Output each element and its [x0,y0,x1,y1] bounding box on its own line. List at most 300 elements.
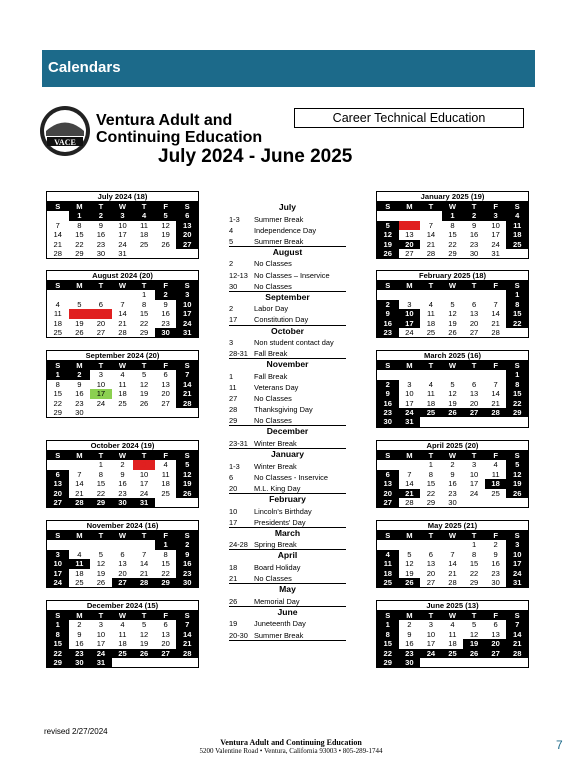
day-cell: 6 [399,221,421,230]
day-cell: 8 [77,220,82,230]
day-cell: 9 [176,550,198,559]
event-item [229,404,346,415]
day-cell: 17 [405,398,414,408]
day-cell: 8 [471,549,477,559]
day-cell: 16 [75,389,84,399]
day-cell: 9 [77,629,82,639]
day-cell: 10 [506,550,528,559]
day-cell [442,540,464,549]
day-cell: 12 [161,220,170,230]
day-cell: 14 [176,380,198,389]
event-date: 21 [229,574,238,584]
weekday-header: T [463,531,485,540]
day-cell: 13 [405,230,414,240]
event-date: 24-28 [229,540,248,550]
weekday-header: M [69,531,91,540]
day-cell: 18 [377,569,399,578]
day-cell: 21 [176,389,198,398]
day-cell [420,540,442,549]
event-item [229,562,346,573]
event-name: Independence Day [254,225,317,235]
day-cell: 14 [506,630,528,639]
day-cell [485,658,507,667]
day-cell: 15 [53,389,62,399]
month-title: November 2024 (16) [46,520,199,531]
event-month-heading: May [279,584,296,595]
day-cell: 16 [377,319,399,328]
day-cell: 19 [139,639,149,649]
day-cell [90,290,112,299]
day-cell: 15 [469,559,479,569]
day-cell: 28 [426,248,436,258]
day-cell: 15 [96,479,106,489]
day-cell: 22 [161,568,170,578]
day-cell: 12 [377,230,399,239]
weekday-header: F [485,281,507,290]
day-cell: 22 [139,318,149,328]
day-cell [69,460,91,469]
event-item [229,382,346,393]
day-cell [112,408,134,417]
day-cell: 29 [377,658,399,667]
day-cell [112,290,134,299]
month-title: September 2024 (20) [46,350,199,361]
day-cell: 19 [75,318,84,328]
day-cell: 31 [133,498,155,507]
weekday-header: T [420,451,442,460]
weekday-header: T [90,361,112,370]
event-name: Veterans Day [254,383,299,392]
day-cell: 3 [112,211,134,220]
day-cell: 30 [469,248,479,258]
day-cell [90,408,112,417]
event-date: 18 [229,563,238,572]
day-cell: 1 [506,290,528,299]
day-cell: 1 [47,620,69,629]
month-calendar [376,350,529,428]
day-cell: 10 [176,300,198,309]
day-cell: 11 [377,559,399,568]
day-cell: 10 [96,379,106,389]
day-cell: 17 [491,230,500,240]
day-cell: 6 [377,470,399,479]
day-cell: 23 [69,649,91,658]
day-cell: 18 [426,318,436,328]
day-cell: 29 [90,498,112,507]
day-cell: 25 [75,577,84,587]
event-name: Summer Break [254,214,304,224]
day-cell: 27 [485,649,507,658]
day-cell: 8 [98,469,104,479]
day-cell: 27 [463,408,485,417]
day-cell: 27 [155,649,177,658]
weekday-header: T [133,451,155,460]
events-list [229,202,346,641]
weekday-header: M [69,281,91,290]
day-cell: 12 [506,470,528,479]
weekday-header: F [485,451,507,460]
day-cell [399,211,421,220]
event-date: 4 [229,225,234,235]
day-cell [377,460,399,469]
day-cell: 12 [469,629,479,639]
day-cell: 20 [176,230,198,239]
day-cell [506,658,528,667]
day-cell: 29 [426,497,436,507]
weekday-header: W [112,361,134,370]
day-cell: 11 [69,559,91,568]
day-cell: 18 [75,568,84,578]
day-cell: 29 [469,577,479,587]
day-cell [47,211,69,220]
day-cell: 2 [69,370,91,379]
day-cell: 28 [176,649,198,658]
day-cell: 31 [118,248,127,258]
day-cell: 17 [139,479,149,489]
day-cell [47,540,69,549]
day-cell: 10 [399,309,421,318]
day-cell: 27 [96,327,106,337]
weekday-header: M [399,281,421,290]
event-item [229,461,346,472]
day-cell: 26 [161,239,170,249]
day-cell [463,417,485,426]
weekday-header: S [506,281,528,290]
weekday-header: F [155,611,177,620]
day-cell [133,658,155,667]
weekday-header: T [133,531,155,540]
day-cell: 17 [96,639,106,649]
day-cell: 6 [493,620,498,630]
day-cell: 26 [139,398,149,408]
event-month-heading: September [265,291,310,302]
day-cell: 20 [96,318,106,328]
day-cell: 7 [407,469,412,479]
day-cell: 15 [139,309,149,319]
weekday-header: M [399,531,421,540]
day-cell: 12 [405,559,414,569]
day-cell: 9 [450,469,455,479]
event-item [229,630,346,641]
weekday-header: W [442,451,464,460]
month-title: February 2025 (18) [376,270,529,281]
day-cell [420,658,442,667]
weekday-header: S [47,531,69,540]
weekday-header: S [176,531,198,540]
day-cell: 28 [53,248,62,258]
event-item [229,415,346,426]
day-cell: 3 [47,550,69,559]
weekday-header: W [112,611,134,620]
event-name: No Classes [254,416,292,426]
weekday-header: S [506,531,528,540]
weekday-header: T [463,361,485,370]
weekday-header: W [442,531,464,540]
weekday-header: T [420,361,442,370]
day-cell: 18 [448,639,457,649]
day-cell: 1 [377,620,399,629]
day-cell: 12 [448,389,457,399]
day-cell [47,290,69,299]
day-cell: 20 [377,489,399,498]
day-cell: 13 [176,221,198,230]
day-cell: 8 [377,630,399,639]
day-cell [176,249,198,258]
weekday-header: W [112,451,134,460]
day-cell: 19 [139,389,149,399]
day-cell: 4 [377,550,399,559]
day-cell [155,408,177,417]
day-cell: 11 [161,469,170,479]
day-cell: 23 [161,318,170,328]
day-cell: 9 [120,469,125,479]
day-cell: 28 [405,497,414,507]
day-cell: 25 [506,240,528,249]
weekday-header: S [176,451,198,460]
day-cell: 16 [377,399,399,408]
day-cell [463,370,485,379]
day-cell: 20 [47,489,69,498]
day-cell [442,658,464,667]
weekday-header: T [133,281,155,290]
day-cell: 22 [47,649,69,658]
day-cell: 30 [448,497,457,507]
day-cell: 10 [139,469,149,479]
event-date: 1-3 [229,214,240,224]
day-cell: 20 [118,568,127,578]
day-cell: 25 [53,327,62,337]
day-cell: 17 [47,569,69,578]
day-cell: 8 [506,380,528,389]
day-cell: 30 [491,577,500,587]
day-cell: 13 [161,629,170,639]
day-cell: 4 [428,379,434,389]
program-title: Career Technical Education [294,108,524,128]
day-cell: 29 [155,578,177,587]
weekday-header: S [176,281,198,290]
day-cell [485,290,507,299]
day-cell: 24 [139,488,149,498]
event-date: 17 [229,517,238,527]
event-month-heading: August [272,246,303,257]
event-item [229,236,346,247]
day-cell: 5 [450,379,455,389]
day-cell: 3 [176,290,198,299]
day-cell [442,370,464,379]
day-cell: 22 [426,488,436,498]
day-cell: 31 [90,658,112,667]
day-cell: 26 [442,408,464,417]
event-name: No Classes [254,259,292,269]
day-cell: 24 [96,398,106,408]
day-cell: 13 [426,559,436,569]
day-cell: 3 [407,379,412,389]
month-title: December 2024 (15) [46,600,199,611]
day-cell: 12 [96,559,106,569]
day-cell: 25 [161,488,170,498]
day-cell: 2 [90,211,112,220]
day-cell: 26 [448,327,457,337]
day-cell: 26 [75,327,84,337]
day-cell: 19 [405,568,414,578]
day-cell: 4 [133,211,155,220]
day-cell: 6 [120,549,125,559]
day-cell: 8 [450,220,455,230]
day-cell: 24 [90,649,112,658]
weekday-header: M [69,611,91,620]
day-cell: 8 [55,379,60,389]
day-cell: 20 [469,398,479,408]
day-cell: 1 [98,460,104,470]
day-cell: 30 [69,658,91,667]
month-title: June 2025 (13) [376,600,529,611]
month-title: October 2024 (19) [46,440,199,451]
month-calendar [376,440,529,508]
event-name: Presidents' Day [254,517,306,527]
day-cell: 13 [161,379,170,389]
day-cell: 7 [120,299,125,309]
day-cell: 1 [471,540,477,550]
day-cell: 6 [471,379,477,389]
day-cell: 27 [112,578,134,587]
day-cell: 21 [491,398,500,408]
day-cell [442,417,464,426]
event-name: Lincoln's Birthday [254,506,312,516]
event-item [229,225,346,236]
weekday-header: T [133,202,155,211]
day-cell: 5 [506,460,528,469]
day-cell [485,498,507,507]
day-cell: 28 [133,578,155,587]
event-date: 30 [229,281,238,291]
day-cell: 20 [161,389,170,399]
month-calendar [46,350,199,418]
day-cell: 7 [493,299,498,309]
day-cell: 29 [506,408,528,417]
day-cell: 17 [90,389,112,398]
day-cell: 1 [155,540,177,549]
day-cell: 2 [77,620,82,630]
day-cell: 7 [493,379,498,389]
day-cell: 21 [53,239,62,249]
event-name: Juneteenth Day [254,619,306,629]
day-cell [133,249,155,258]
day-cell [377,540,399,549]
day-cell: 18 [53,318,62,328]
day-cell: 6 [98,299,104,309]
day-cell: 26 [463,649,485,658]
day-cell: 22 [506,319,528,328]
weekday-header: T [90,531,112,540]
day-cell [377,290,399,299]
day-cell: 7 [55,220,60,230]
day-cell: 20 [426,568,436,578]
day-cell: 13 [47,479,69,488]
weekday-header: W [442,611,464,620]
month-calendar [376,270,529,338]
day-cell: 9 [98,220,104,230]
day-cell: 6 [471,299,477,309]
weekday-header: S [47,611,69,620]
event-date: 1-3 [229,461,240,471]
day-cell: 1 [47,370,69,379]
event-item [229,393,346,404]
weekday-header: S [47,281,69,290]
day-cell: 11 [448,629,457,639]
day-cell: 23 [469,239,479,249]
day-cell: 31 [176,328,198,337]
event-item [229,348,346,359]
day-cell: 5 [471,620,477,630]
day-cell: 19 [463,639,485,648]
weekday-header: S [176,611,198,620]
day-cell: 11 [506,221,528,230]
event-name: M.L. King Day [254,483,301,493]
day-cell: 17 [469,479,479,489]
day-cell: 26 [506,489,528,498]
day-cell: 14 [491,389,500,399]
day-cell: 16 [405,639,414,649]
event-date: 17 [229,315,238,325]
day-cell: 9 [407,629,412,639]
day-cell: 22 [448,239,457,249]
month-calendar [46,600,199,668]
day-cell: 23 [118,488,127,498]
day-cell: 24 [469,488,479,498]
day-cell: 22 [96,488,106,498]
day-cell: 22 [53,398,62,408]
day-cell [399,460,421,469]
day-cell: 2 [493,540,498,550]
weekday-header: M [399,202,421,211]
event-date: 19 [229,619,238,629]
day-cell: 9 [493,549,498,559]
day-cell: 14 [139,559,149,569]
day-cell: 27 [176,240,198,249]
day-cell: 29 [53,407,62,417]
day-cell: 2 [120,460,125,470]
day-cell: 21 [448,568,457,578]
event-name: Non student contact day [254,338,334,348]
weekday-header: F [155,451,177,460]
event-month-heading: October [271,325,304,336]
calendar-year-range: July 2024 - June 2025 [158,146,353,167]
day-cell: 2 [463,211,485,220]
day-cell [485,370,507,379]
day-cell [155,249,177,258]
weekday-header: F [155,361,177,370]
day-cell: 15 [426,479,436,489]
day-cell: 12 [139,379,149,389]
event-month-heading: December [266,426,309,437]
day-cell: 30 [176,578,198,587]
event-date: 26 [229,596,238,606]
month-calendar [376,600,529,668]
day-cell: 21 [118,318,127,328]
weekday-header: T [420,281,442,290]
weekday-header: T [90,451,112,460]
day-cell: 23 [377,408,399,417]
day-cell: 25 [442,649,464,658]
day-cell: 6 [176,211,198,220]
day-cell: 16 [176,559,198,568]
day-cell: 14 [426,230,436,240]
day-cell: 16 [75,639,84,649]
day-cell: 21 [506,639,528,648]
day-cell: 4 [493,460,498,470]
day-cell: 25 [118,398,127,408]
day-cell: 7 [506,620,528,629]
